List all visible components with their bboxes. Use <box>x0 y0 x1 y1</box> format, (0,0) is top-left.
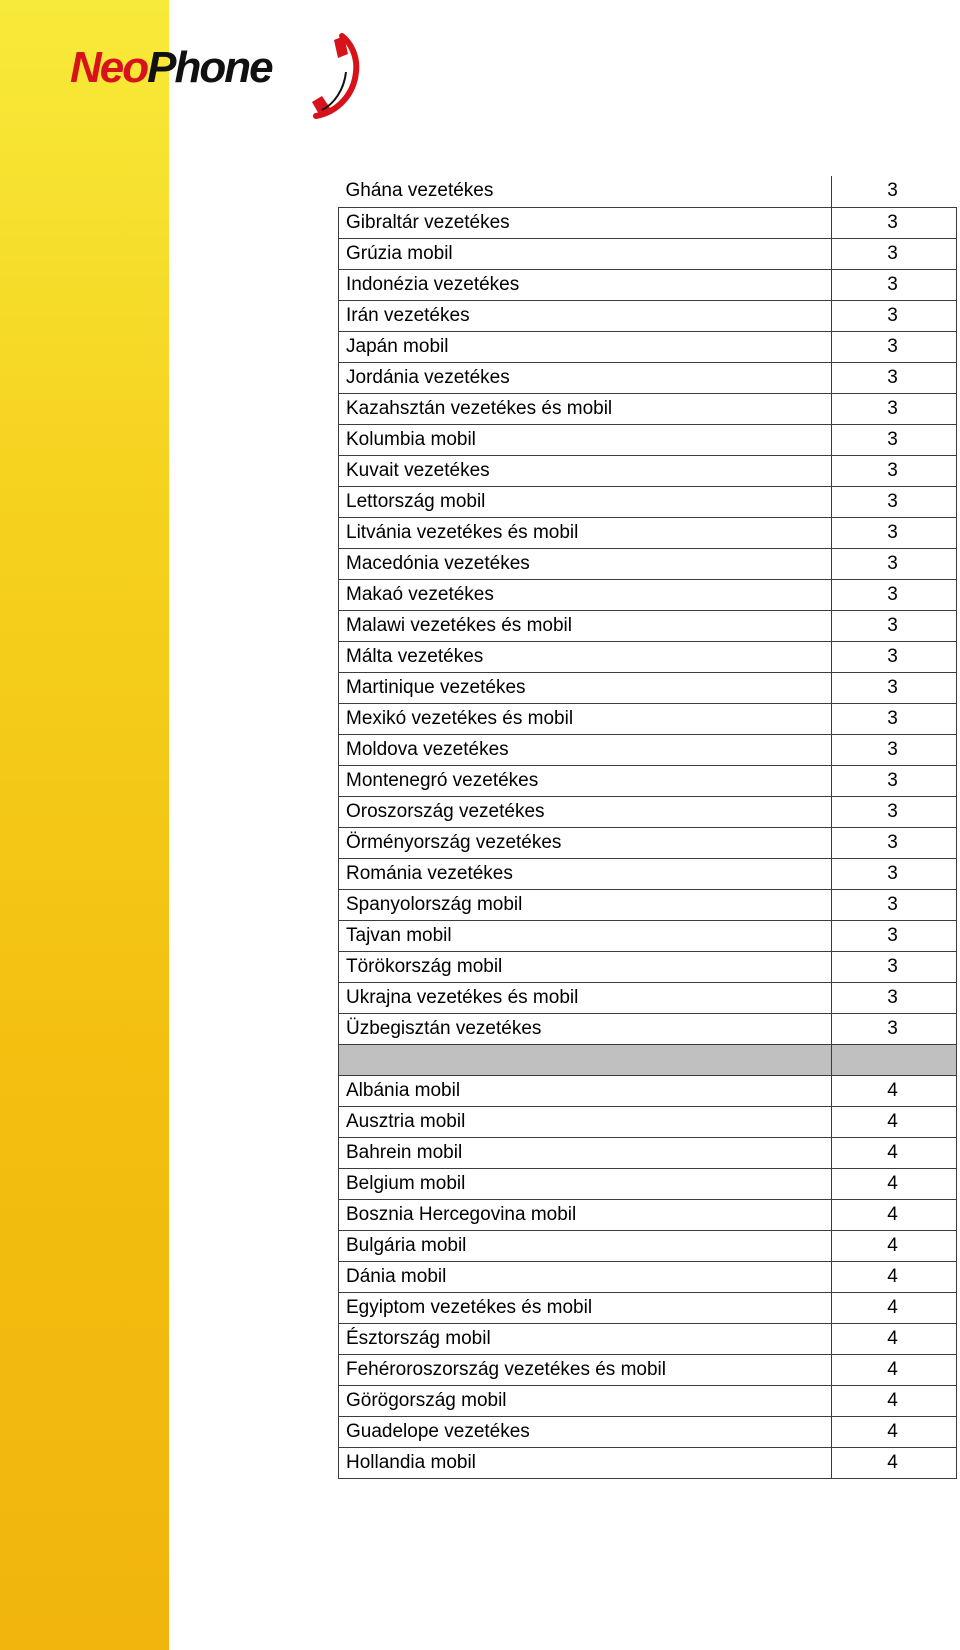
zone-cell: 3 <box>832 269 957 300</box>
destination-cell: Japán mobil <box>339 331 832 362</box>
logo-wordmark <box>70 43 272 92</box>
destination-cell: Makaó vezetékes <box>339 579 832 610</box>
destination-cell: Hollandia mobil <box>339 1447 832 1478</box>
table-row <box>339 889 957 920</box>
table-row <box>339 734 957 765</box>
zone-cell: 4 <box>832 1385 957 1416</box>
table-row <box>339 455 957 486</box>
destination-cell: Malawi vezetékes és mobil <box>339 610 832 641</box>
table-row <box>339 1385 957 1416</box>
destination-cell: Gibraltár vezetékes <box>339 207 832 238</box>
table-row <box>339 548 957 579</box>
zone-cell: 4 <box>832 1168 957 1199</box>
table-row <box>339 951 957 982</box>
destination-cell: Tajvan mobil <box>339 920 832 951</box>
zone-cell: 3 <box>832 176 957 207</box>
destination-cell: Albánia mobil <box>339 1075 832 1106</box>
zone-cell: 4 <box>832 1199 957 1230</box>
destination-cell: Macedónia vezetékes <box>339 548 832 579</box>
zone-cell: 4 <box>832 1416 957 1447</box>
destination-cell: Ghána vezetékes <box>339 176 832 207</box>
table-row <box>339 796 957 827</box>
table-row <box>339 672 957 703</box>
yellow-sidebar <box>0 0 169 1650</box>
zone-cell: 3 <box>832 827 957 858</box>
table-row <box>339 486 957 517</box>
table-row <box>339 362 957 393</box>
table-row <box>339 517 957 548</box>
destination-cell: Görögország mobil <box>339 1385 832 1416</box>
destination-cell: Litvánia vezetékes és mobil <box>339 517 832 548</box>
table-row <box>339 1354 957 1385</box>
zone-cell: 4 <box>832 1137 957 1168</box>
zone-cell: 3 <box>832 207 957 238</box>
zone-cell: 4 <box>832 1261 957 1292</box>
zone-cell: 4 <box>832 1354 957 1385</box>
table-row <box>339 1323 957 1354</box>
handset-arc-icon <box>308 32 368 122</box>
destination-cell: Dánia mobil <box>339 1261 832 1292</box>
destination-cell: Ukrajna vezetékes és mobil <box>339 982 832 1013</box>
zone-cell: 3 <box>832 238 957 269</box>
table-row <box>339 1447 957 1478</box>
table-row <box>339 207 957 238</box>
zone-cell: 3 <box>832 703 957 734</box>
neophone-logo <box>70 32 360 122</box>
destination-cell: Bahrein mobil <box>339 1137 832 1168</box>
destination-cell: Kuvait vezetékes <box>339 455 832 486</box>
zone-cell: 3 <box>832 889 957 920</box>
table-row <box>339 982 957 1013</box>
zone-cell: 3 <box>832 362 957 393</box>
separator-cell <box>832 1044 957 1075</box>
destination-cell: Montenegró vezetékes <box>339 765 832 796</box>
table-row <box>339 579 957 610</box>
table-row <box>339 1199 957 1230</box>
zone-cell: 3 <box>832 548 957 579</box>
table-row <box>339 1168 957 1199</box>
zone-cell: 3 <box>832 641 957 672</box>
table-row <box>339 858 957 889</box>
table-row <box>339 765 957 796</box>
zone-cell: 3 <box>832 486 957 517</box>
rate-table <box>338 176 957 1479</box>
table-row <box>339 1137 957 1168</box>
zone-cell: 3 <box>832 765 957 796</box>
table-row <box>339 610 957 641</box>
zone-cell: 4 <box>832 1292 957 1323</box>
table-row <box>339 1013 957 1044</box>
table-row <box>339 393 957 424</box>
zone-cell: 3 <box>832 982 957 1013</box>
destination-cell: Guadelope vezetékes <box>339 1416 832 1447</box>
zone-cell: 3 <box>832 1013 957 1044</box>
zone-cell: 3 <box>832 300 957 331</box>
table-row <box>339 1230 957 1261</box>
table-row <box>339 1261 957 1292</box>
zone-cell: 3 <box>832 672 957 703</box>
destination-cell: Mexikó vezetékes és mobil <box>339 703 832 734</box>
destination-cell: Fehéroroszország vezetékes és mobil <box>339 1354 832 1385</box>
table-row <box>339 238 957 269</box>
destination-cell: Észtország mobil <box>339 1323 832 1354</box>
table-row <box>339 269 957 300</box>
zone-cell: 3 <box>832 951 957 982</box>
destination-cell: Martinique vezetékes <box>339 672 832 703</box>
destination-cell: Grúzia mobil <box>339 238 832 269</box>
zone-cell: 3 <box>832 610 957 641</box>
destination-cell: Törökország mobil <box>339 951 832 982</box>
zone-cell: 3 <box>832 796 957 827</box>
table-row <box>339 300 957 331</box>
zone-cell: 3 <box>832 424 957 455</box>
table-row <box>339 424 957 455</box>
table-row <box>339 176 957 207</box>
destination-cell: Lettország mobil <box>339 486 832 517</box>
zone-cell: 3 <box>832 734 957 765</box>
destination-cell: Bosznia Hercegovina mobil <box>339 1199 832 1230</box>
table-row <box>339 641 957 672</box>
rate-table-body <box>339 176 957 1478</box>
destination-cell: Ausztria mobil <box>339 1106 832 1137</box>
zone-cell: 3 <box>832 920 957 951</box>
destination-cell: Oroszország vezetékes <box>339 796 832 827</box>
destination-cell: Bulgária mobil <box>339 1230 832 1261</box>
destination-cell: Málta vezetékes <box>339 641 832 672</box>
destination-cell: Egyiptom vezetékes és mobil <box>339 1292 832 1323</box>
table-row <box>339 1106 957 1137</box>
table-row <box>339 703 957 734</box>
destination-cell: Kolumbia mobil <box>339 424 832 455</box>
zone-cell: 4 <box>832 1075 957 1106</box>
zone-cell: 3 <box>832 331 957 362</box>
logo-phone-text: Phone <box>147 43 272 92</box>
table-row <box>339 1292 957 1323</box>
table-row <box>339 827 957 858</box>
separator-row <box>339 1044 957 1075</box>
destination-cell: Jordánia vezetékes <box>339 362 832 393</box>
zone-cell: 4 <box>832 1447 957 1478</box>
zone-cell: 4 <box>832 1230 957 1261</box>
zone-cell: 3 <box>832 455 957 486</box>
destination-cell: Románia vezetékes <box>339 858 832 889</box>
destination-cell: Belgium mobil <box>339 1168 832 1199</box>
destination-cell: Örményország vezetékes <box>339 827 832 858</box>
destination-cell: Kazahsztán vezetékes és mobil <box>339 393 832 424</box>
table-row <box>339 920 957 951</box>
destination-cell: Indonézia vezetékes <box>339 269 832 300</box>
zone-cell: 4 <box>832 1323 957 1354</box>
table-row <box>339 1416 957 1447</box>
destination-cell: Spanyolország mobil <box>339 889 832 920</box>
zone-cell: 3 <box>832 858 957 889</box>
destination-cell: Irán vezetékes <box>339 300 832 331</box>
logo-neo-text: Neo <box>70 43 148 92</box>
zone-cell: 4 <box>832 1106 957 1137</box>
destination-cell: Moldova vezetékes <box>339 734 832 765</box>
table-row <box>339 1075 957 1106</box>
separator-cell <box>339 1044 832 1075</box>
zone-cell: 3 <box>832 393 957 424</box>
table-row <box>339 331 957 362</box>
zone-cell: 3 <box>832 517 957 548</box>
zone-cell: 3 <box>832 579 957 610</box>
destination-cell: Üzbegisztán vezetékes <box>339 1013 832 1044</box>
